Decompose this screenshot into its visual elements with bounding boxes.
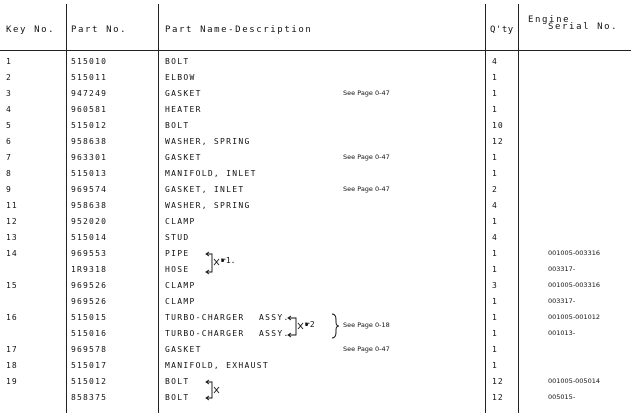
key-no-cell: 14 bbox=[6, 249, 18, 258]
table-row bbox=[0, 183, 631, 199]
serial-cell: 005015- bbox=[548, 393, 576, 401]
qty-cell: 1 bbox=[492, 169, 498, 178]
part-no-cell: 960581 bbox=[71, 105, 108, 114]
table-row bbox=[0, 167, 631, 183]
part-no-cell: 963301 bbox=[71, 153, 108, 162]
serial-cell: 001005-003316 bbox=[548, 281, 600, 289]
note-cell: See Page 0-47 bbox=[343, 89, 390, 97]
key-no-cell: 2 bbox=[6, 73, 12, 82]
part-no-cell: 969578 bbox=[71, 345, 108, 354]
part-no-cell: 515017 bbox=[71, 361, 108, 370]
header-part-no: Part No. bbox=[71, 25, 128, 35]
description-cell: TURBO-CHARGER bbox=[165, 329, 245, 338]
key-no-cell: 9 bbox=[6, 185, 12, 194]
part-no-cell: 969526 bbox=[71, 281, 108, 290]
description-cell: MANIFOLD, EXHAUST bbox=[165, 361, 269, 370]
table-row bbox=[0, 343, 631, 359]
qty-cell: 12 bbox=[492, 377, 504, 386]
part-no-cell: 515012 bbox=[71, 121, 108, 130]
table-row bbox=[0, 263, 631, 279]
part-no-cell: 515011 bbox=[71, 73, 108, 82]
qty-cell: 1 bbox=[492, 345, 498, 354]
part-no-cell: 515015 bbox=[71, 313, 108, 322]
description-cell: GASKET bbox=[165, 153, 202, 162]
turbo-see-page: See Page 0-18 bbox=[343, 321, 390, 329]
description-cell: BOLT bbox=[165, 377, 190, 386]
qty-cell: 1 bbox=[492, 313, 498, 322]
turbo-assy-label-1: ASSY. bbox=[259, 313, 290, 322]
part-no-cell: 958638 bbox=[71, 137, 108, 146]
part-no-cell: 515016 bbox=[71, 329, 108, 338]
key-no-cell: 13 bbox=[6, 233, 18, 242]
serial-cell: 001005-001012 bbox=[548, 313, 600, 321]
description-cell: HEATER bbox=[165, 105, 202, 114]
qty-cell: 3 bbox=[492, 281, 498, 290]
part-no-cell: 969553 bbox=[71, 249, 108, 258]
table-row bbox=[0, 295, 631, 311]
qty-cell: 10 bbox=[492, 121, 504, 130]
key-no-cell: 12 bbox=[6, 217, 18, 226]
key-no-cell: 7 bbox=[6, 153, 12, 162]
description-cell: GASKET, INLET bbox=[165, 185, 245, 194]
qty-cell: 4 bbox=[492, 57, 498, 66]
description-cell: BOLT bbox=[165, 393, 190, 402]
table-row bbox=[0, 279, 631, 295]
qty-cell: 1 bbox=[492, 153, 498, 162]
key-no-cell: 15 bbox=[6, 281, 18, 290]
qty-cell: 1 bbox=[492, 297, 498, 306]
qty-cell: 12 bbox=[492, 393, 504, 402]
serial-cell: 001005-005014 bbox=[548, 377, 600, 385]
note-cell: See Page 0-47 bbox=[343, 345, 390, 353]
serial-cell: 001005-003316 bbox=[548, 249, 600, 257]
part-no-cell: 958638 bbox=[71, 201, 108, 210]
part-no-cell: 858375 bbox=[71, 393, 108, 402]
description-cell: BOLT bbox=[165, 121, 190, 130]
qty-cell: 4 bbox=[492, 201, 498, 210]
qty-cell: 1 bbox=[492, 105, 498, 114]
table-row bbox=[0, 119, 631, 135]
description-cell: STUD bbox=[165, 233, 190, 242]
table-row bbox=[0, 247, 631, 263]
key-no-cell: 8 bbox=[6, 169, 12, 178]
table-row bbox=[0, 327, 631, 343]
part-no-cell: 969574 bbox=[71, 185, 108, 194]
table-row bbox=[0, 71, 631, 87]
turbo-reference: ☛2 bbox=[305, 320, 315, 329]
qty-cell: 1 bbox=[492, 89, 498, 98]
table-row bbox=[0, 135, 631, 151]
table-row bbox=[0, 311, 631, 327]
serial-cell: 003317- bbox=[548, 297, 576, 305]
key-no-cell: 17 bbox=[6, 345, 18, 354]
pipe-hose-reference: ☛1. bbox=[221, 256, 236, 265]
part-no-cell: 515014 bbox=[71, 233, 108, 242]
key-no-cell: 3 bbox=[6, 89, 12, 98]
note-cell: See Page 0-47 bbox=[343, 185, 390, 193]
serial-cell: 003317- bbox=[548, 265, 576, 273]
table-row bbox=[0, 359, 631, 375]
part-no-cell: 952020 bbox=[71, 217, 108, 226]
key-no-cell: 11 bbox=[6, 201, 18, 210]
header-serial-no: Serial No. bbox=[548, 22, 619, 32]
qty-cell: 12 bbox=[492, 137, 504, 146]
table-row bbox=[0, 55, 631, 71]
description-cell: ELBOW bbox=[165, 73, 196, 82]
qty-cell: 4 bbox=[492, 233, 498, 242]
qty-cell: 2 bbox=[492, 185, 498, 194]
key-no-cell: 5 bbox=[6, 121, 12, 130]
part-no-cell: 947249 bbox=[71, 89, 108, 98]
table-row bbox=[0, 375, 631, 391]
description-cell: CLAMP bbox=[165, 297, 196, 306]
description-cell: HOSE bbox=[165, 265, 190, 274]
qty-cell: 1 bbox=[492, 249, 498, 258]
qty-cell: 1 bbox=[492, 329, 498, 338]
table-row bbox=[0, 231, 631, 247]
part-no-cell: 515010 bbox=[71, 57, 108, 66]
part-no-cell: 515013 bbox=[71, 169, 108, 178]
part-no-cell: 515012 bbox=[71, 377, 108, 386]
description-cell: BOLT bbox=[165, 57, 190, 66]
key-no-cell: 6 bbox=[6, 137, 12, 146]
qty-cell: 1 bbox=[492, 265, 498, 274]
table-row bbox=[0, 151, 631, 167]
serial-cell: 001013- bbox=[548, 329, 576, 337]
description-cell: MANIFOLD, INLET bbox=[165, 169, 257, 178]
description-cell: CLAMP bbox=[165, 281, 196, 290]
key-no-cell: 18 bbox=[6, 361, 18, 370]
header-rule bbox=[0, 50, 631, 51]
key-no-cell: 19 bbox=[6, 377, 18, 386]
note-cell: See Page 0-47 bbox=[343, 153, 390, 161]
description-cell: TURBO-CHARGER bbox=[165, 313, 245, 322]
table-row bbox=[0, 199, 631, 215]
qty-cell: 1 bbox=[492, 73, 498, 82]
table-row bbox=[0, 87, 631, 103]
header-engine: Engine bbox=[528, 15, 571, 25]
description-cell: CLAMP bbox=[165, 217, 196, 226]
description-cell: PIPE bbox=[165, 249, 190, 258]
qty-cell: 1 bbox=[492, 217, 498, 226]
description-cell: WASHER, SPRING bbox=[165, 201, 251, 210]
table-row bbox=[0, 391, 631, 407]
key-no-cell: 4 bbox=[6, 105, 12, 114]
table-row bbox=[0, 103, 631, 119]
part-no-cell: 969526 bbox=[71, 297, 108, 306]
qty-cell: 1 bbox=[492, 361, 498, 370]
turbo-assy-label-2: ASSY. bbox=[259, 329, 290, 338]
key-no-cell: 1 bbox=[6, 57, 12, 66]
description-cell: GASKET bbox=[165, 345, 202, 354]
table-row bbox=[0, 215, 631, 231]
header-description: Part Name-Description bbox=[165, 25, 313, 35]
description-cell: WASHER, SPRING bbox=[165, 137, 251, 146]
part-no-cell: 1R9318 bbox=[71, 265, 108, 274]
key-no-cell: 16 bbox=[6, 313, 18, 322]
description-cell: GASKET bbox=[165, 89, 202, 98]
header-qty: Q'ty bbox=[490, 25, 514, 35]
header-key-no: Key No. bbox=[6, 25, 56, 35]
